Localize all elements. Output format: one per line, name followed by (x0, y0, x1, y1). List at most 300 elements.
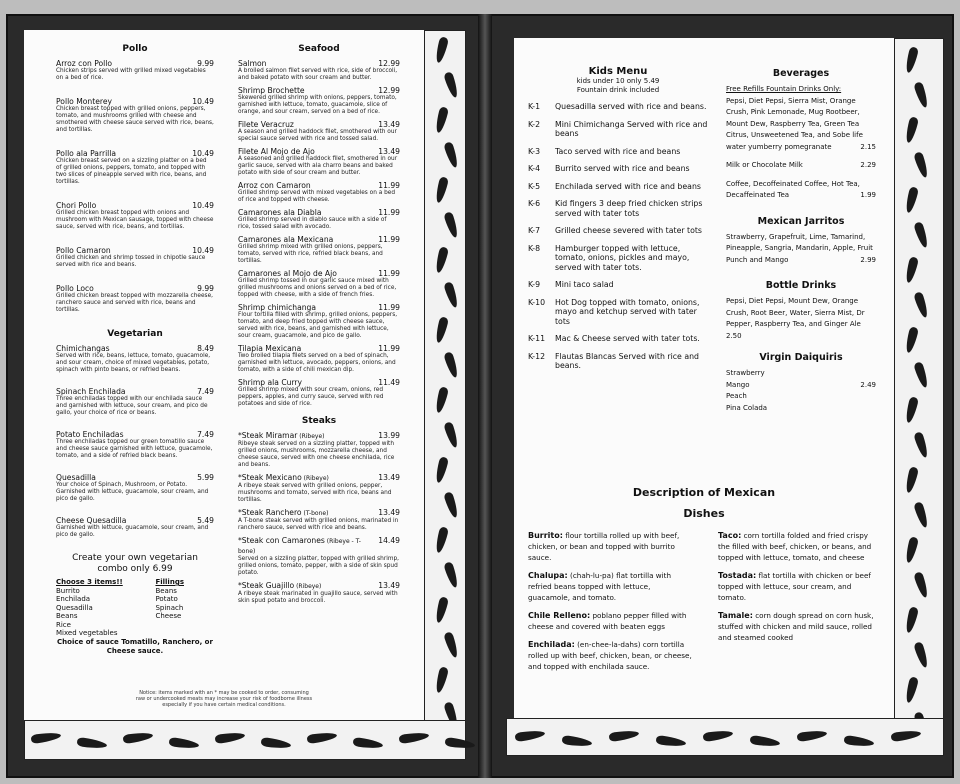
menu-item-header (238, 431, 400, 441)
menu-item-cut: (Ribeye) (301, 475, 329, 482)
kids-item (528, 280, 708, 290)
menu-item (56, 473, 214, 503)
menu-item-description: Grilled chicken and shrimp tossed in chipotle sauce served with rice and beans. (56, 255, 206, 268)
menu-item-description: Ribeye steak served on a sizzling platter, topped with grilled onions, mushrooms, mozzarella cheese, and cheese sauce, served with one cheese enchilada, rice and beans. (238, 441, 395, 468)
menu-item-price: 13.49 (378, 147, 400, 156)
menu-item-header (238, 581, 400, 591)
menu-item-price: 13.49 (378, 120, 400, 129)
chili-pepper-icon (797, 729, 828, 742)
daiquiri-price: 2.49 (860, 380, 876, 389)
menu-item-header (56, 430, 214, 439)
menu-item-header (238, 86, 400, 95)
seafood-heading: Seafood (298, 44, 340, 54)
menu-item-price: 9.99 (197, 59, 214, 68)
chili-pepper-icon (443, 351, 460, 379)
chili-pepper-icon (31, 731, 62, 744)
bottle-price: 2.50 (726, 331, 742, 340)
fountain-drinks (726, 96, 876, 154)
menu-item-price: 10.49 (192, 246, 214, 255)
menu-item-cut: (Ribeye) (294, 583, 322, 590)
jarritos-flavors (726, 232, 876, 267)
dish-text: poblano pepper filled with cheese and covered with beaten eggs (528, 611, 687, 631)
steaks-list (238, 431, 400, 605)
dish-description (528, 639, 692, 672)
menu-item-header (56, 516, 214, 525)
middle-column (238, 44, 400, 609)
chili-pepper-icon (750, 735, 781, 748)
kids-item-number: K-8 (528, 243, 541, 253)
menu-item (56, 516, 214, 539)
combo-filling: Potato (155, 595, 178, 603)
menu-item-name: Spinach Enchilada (56, 387, 126, 396)
menu-item-name: Shrimp ala Curry (238, 378, 303, 387)
kids-item-text: Quesadilla served with rice and beans. (555, 102, 707, 111)
combo-fillings-list (155, 587, 184, 621)
kids-item (528, 226, 708, 236)
menu-item-header (238, 344, 400, 353)
descriptions-right (718, 530, 880, 679)
menu-item-description: Three enchiladas topped our green tomatillo sauce and cheese sauce garnished with lettuce, guacamole, tomato, and a side of refried black beans. (56, 439, 213, 459)
menu-item (56, 59, 214, 82)
milk-price: 2.29 (860, 161, 876, 169)
menu-item (238, 181, 400, 204)
kids-item (528, 102, 708, 112)
menu-item (238, 344, 400, 374)
chili-pepper-icon (703, 729, 734, 742)
menu-item-header (238, 508, 400, 518)
menu-item-header (56, 473, 214, 482)
menu-item-description: Served with rice, beans, lettuce, tomato, guacamole, and sour cream, choice of mixed vegetables, potato, spinach with pinto beans, or refried beans. (56, 353, 211, 373)
menu-item (56, 149, 214, 186)
dish-description (528, 530, 692, 563)
daiquiri-flavor (726, 391, 876, 403)
chili-pepper-icon (434, 526, 449, 553)
milk-row (726, 160, 876, 172)
chili-pepper-icon (169, 737, 200, 750)
menu-item-name: Shrimp chimichanga (238, 303, 317, 312)
menu-item-price: 5.49 (197, 516, 214, 525)
menu-item-price: 14.49 (378, 536, 400, 545)
menu-item-name: Potato Enchiladas (56, 430, 124, 439)
daiquiri-flavor (726, 403, 876, 415)
menu-item (238, 473, 400, 504)
dish-name: Burrito: (528, 531, 563, 540)
dish-text: flour tortilla rolled up with beef, chicken, or bean and topped with burrito sauce. (528, 531, 680, 562)
menu-item (238, 536, 400, 577)
chili-pepper-icon (261, 737, 292, 750)
menu-item-name: Filete Veracruz (238, 120, 294, 129)
daiquiri-flavors (726, 368, 876, 414)
menu-item-description: Your choice of Spinach, Mushroom, or Potato. Garnished with lettuce, guacamole, sour cream, and pico de gallo. (56, 482, 209, 502)
menu-item (238, 269, 400, 299)
menu-item-description: Grilled shrimp served in diablo sauce with a side of rice, tossed salad with avocado. (238, 217, 387, 230)
chili-pepper-icon (904, 256, 919, 283)
menu-item-name: Cheese Quesadilla (56, 516, 127, 525)
kids-item (528, 164, 708, 174)
descriptions-title-line2: Dishes (683, 507, 725, 520)
kids-item-text: Enchilada served with rice and beans (555, 181, 701, 191)
kids-item-number: K-3 (528, 146, 541, 156)
chili-pepper-icon (913, 501, 930, 529)
left-menu-page (24, 30, 424, 720)
menu-item-description: Grilled shrimp mixed with grilled onions, peppers, tomato, served with rice, refried black beans, and tortillas. (238, 244, 383, 264)
dish-text: flat tortilla with chicken or beef topped with lettuce, sour cream, and tomato. (718, 571, 871, 602)
menu-item-description: Chicken breast served on a sizzling platter on a bed of grilled onions, peppers, tomato, and topped with two slices of pineapple served with rice, beans, and tortillas. (56, 158, 207, 185)
menu-item-price: 11.99 (378, 344, 400, 353)
combo-choice: Burrito (56, 586, 80, 595)
chili-pepper-icon (443, 491, 460, 519)
milk-label: Milk or Chocolate Milk (726, 161, 803, 169)
chili-pepper-icon (215, 731, 246, 744)
menu-item-description: A T-bone steak served with grilled onions, marinated in ranchero sauce, served with rice and beans. (238, 518, 399, 531)
combo-choice: Mixed vegetables (56, 629, 118, 637)
menu-item (238, 59, 400, 82)
chili-pepper-icon (904, 676, 919, 703)
chili-pepper-icon (434, 666, 449, 693)
menu-item (238, 208, 400, 231)
menu-item (56, 387, 214, 417)
menu-item-price: 11.99 (378, 181, 400, 190)
menu-item-name: Shrimp Brochette (238, 86, 305, 95)
menu-item (56, 201, 214, 231)
chili-pepper-icon (77, 737, 108, 750)
beverage-column (726, 62, 876, 414)
daiquiri-name: Peach (726, 392, 747, 400)
menu-item-price: 11.99 (378, 303, 400, 312)
menu-item-header (56, 59, 214, 68)
kids-item-text: Flautas Blancas Served with rice and beans. (555, 351, 699, 370)
chili-pepper-icon (913, 151, 930, 179)
vegetarian-heading: Vegetarian (107, 329, 163, 339)
menu-item-price: 10.49 (192, 201, 214, 210)
menu-item-description: Skewered grilled shrimp with onions, peppers, tomato, garnished with lettuce, tomato, guacamole, slice of orange, and sour cream, served on a bed of rice. (238, 95, 397, 115)
menu-item-price: 10.49 (192, 97, 214, 106)
chili-pepper-icon (904, 46, 919, 73)
beverages-heading: Beverages (772, 68, 830, 79)
dish-name: Chalupa: (528, 571, 568, 580)
menu-item-name: *Steak Guajillo (Ribeye) (238, 581, 322, 590)
menu-item-description: Chicken breast topped with grilled onions, peppers, tomato, and mushrooms grilled with cheese and smothered with cheese sauce served with rice, beans, and tortillas. (56, 106, 214, 133)
menu-item-price: 7.49 (197, 430, 214, 439)
menu-item-price: 12.99 (378, 59, 400, 68)
menu-item-header (238, 181, 400, 190)
chili-pepper-icon (307, 731, 338, 744)
combo-choose-col (56, 578, 123, 638)
chili-pepper-icon (609, 729, 640, 742)
menu-item-header (238, 120, 400, 129)
chili-pepper-icon (913, 431, 930, 459)
coffee-price: 1.99 (860, 191, 876, 199)
menu-item-description: A broiled salmon filet served with rice, side of broccoli, and baked potato with sour cream and butter. (238, 68, 398, 81)
chili-pepper-icon (515, 729, 546, 742)
menu-item (56, 284, 214, 314)
bottle-list: Pepsi, Diet Pepsi, Mount Dew, Orange Crush, Root Beer, Water, Sierra Mist, Dr Pepper, Raspberry Tea, and Ginger Ale (726, 297, 865, 328)
dish-text: corn dough spread on corn husk, stuffed with chicken and mild sauce, rolled and steamed cooked (718, 611, 874, 642)
kids-item-number: K-11 (528, 334, 546, 343)
menu-item (238, 86, 400, 116)
kids-item-text: Mac & Cheese served with tater tots. (555, 334, 700, 343)
menu-item-header (56, 201, 214, 210)
chili-pepper-icon (562, 735, 593, 748)
kids-item (528, 147, 708, 157)
menu-item-name: Salmon (238, 59, 267, 68)
menu-item (238, 303, 400, 340)
chili-pepper-icon (443, 561, 460, 589)
bottle-drinks (726, 296, 876, 342)
kids-item-number: K-6 (528, 199, 541, 208)
kids-item (528, 334, 708, 344)
combo-choose-list (56, 587, 123, 638)
menu-item-name: Pollo ala Parrilla (56, 149, 117, 158)
descriptions-left (528, 530, 692, 679)
kids-item (528, 120, 708, 139)
menu-item-name: *Steak con Camarones (Ribeye - T-bone) (238, 536, 361, 555)
menu-item-price: 7.49 (197, 387, 214, 396)
kids-item (528, 182, 708, 192)
chili-pepper-icon (891, 729, 922, 742)
menu-item-name: Quesadilla (56, 473, 96, 482)
dish-description (718, 610, 880, 643)
menu-item-header (56, 387, 214, 396)
chili-pepper-icon (434, 456, 449, 483)
steaks-heading: Steaks (301, 416, 337, 426)
dish-name: Tamale: (718, 611, 753, 620)
combo-filling: Cheese (155, 612, 182, 620)
chili-pepper-icon (434, 596, 449, 623)
dish-descriptions (528, 482, 880, 679)
kids-item-text: Hamburger topped with lettuce, tomato, onions, pickles and mayo, served with tater tots. (555, 243, 690, 272)
menu-item-name: *Steak Ranchero (T-bone) (238, 508, 329, 517)
menu-item-header (56, 149, 214, 158)
chili-pepper-icon (913, 81, 930, 109)
veg-combo (56, 553, 214, 656)
fountain-list: Pepsi, Diet Pepsi, Sierra Mist, Orange Crush, Pink Lemonade, Mug Rootbeer, Mount Dew, Raspberry Tea, Green Tea Citrus, Unsweetened Tea, and Sobe life water yumberry pomegranate (726, 96, 863, 151)
combo-fillings-col (155, 578, 184, 638)
kids-item (528, 199, 708, 218)
menu-item-price: 12.99 (378, 86, 400, 95)
menu-item-description: Served on a sizzling platter, topped with grilled shrimp, grilled onions, tomato, pepper, with a side of skin spud potato. (238, 556, 400, 576)
kids-item-text: Mini taco salad (555, 280, 614, 289)
undercooked-notice: Notice: items marked with an * may be cooked to order, consuming raw or undercooked meats may increase your risk of foodborne illness especially if you have certain medical conditions. (135, 690, 313, 709)
combo-choice: Enchilada (56, 595, 91, 603)
chili-pepper-icon (904, 606, 919, 633)
chili-pepper-icon (123, 731, 154, 744)
kids-item (528, 244, 708, 273)
vegetarian-list (56, 344, 214, 539)
menu-item-header (238, 269, 400, 278)
dish-description (718, 530, 880, 563)
menu-item-price: 11.49 (378, 378, 400, 387)
menu-item-header (238, 473, 400, 483)
chili-pepper-icon (904, 326, 919, 353)
kids-item-number: K-7 (528, 226, 541, 235)
pepper-border-left-vertical (424, 30, 466, 745)
menu-item-header (238, 536, 400, 556)
menu-item-name: Arroz con Camaron (238, 181, 311, 190)
menu-item-name: Chimichangas (56, 344, 110, 353)
menu-item-description: Garnished with lettuce, guacamole, sour cream, and pico de gallo. (56, 525, 209, 538)
kids-list (528, 102, 708, 371)
combo-filling: Spinach (155, 603, 184, 612)
combo-sauce-note: Choice of sauce Tomatillo, Ranchero, or Cheese sauce. (57, 637, 213, 655)
daiquiri-flavor (726, 380, 876, 392)
menu-item-description: Grilled shrimp served with mixed vegetables on a bed of rice and topped with cheese. (238, 190, 396, 203)
combo-filling: Beans (155, 586, 177, 595)
menu-item-description: Two broiled tilapia filets served on a bed of spinach, garnished with lettuce, avocado, peppers, onions, and tomato, with a side of chili mexican dip. (238, 353, 396, 373)
menu-item-description: A ribeye steak served with grilled onions, pepper, mushrooms and tomato, served with rice, beans and tortillas. (238, 483, 392, 503)
combo-choose-head: Choose 3 items!! (56, 578, 123, 586)
menu-item-description: A season and grilled haddock filet, smothered with our special sauce served with rice and tossed salad. (238, 129, 397, 142)
kids-column (528, 66, 708, 379)
menu-item (238, 581, 400, 605)
kids-item-number: K-10 (528, 297, 546, 307)
jarritos-list: Strawberry, Grapefruit, Lime, Tamarind, Pineapple, Sangria, Mandarin, Apple, Fruit Punch and Mango (726, 232, 873, 264)
menu-item (238, 508, 400, 532)
menu-item-cut: (T-bone) (301, 510, 329, 517)
dish-text: (en-chee-la-dahs) corn tortilla rolled up with beef, chicken, bean, or cheese, and topped with enchilada sauce. (528, 640, 692, 671)
daiquiri-name: Strawberry (726, 369, 765, 377)
menu-item-name: Camarones ala Diabla (238, 208, 322, 217)
menu-item-description: Grilled shrimp mixed with sour cream, onions, red peppers, apples, and curry sauce, served with red potatoes and side of rice. (238, 387, 384, 407)
kids-item (528, 352, 708, 371)
menu-item-name: Arroz con Pollo (56, 59, 113, 68)
daiquiri-name: Mango (726, 380, 750, 389)
combo-title: Create your own vegetarian combo only 6.99 (72, 553, 198, 574)
pollo-list (56, 59, 214, 314)
refill-note: Free Refills Fountain Drinks Only: (726, 85, 842, 93)
chili-pepper-icon (434, 246, 449, 273)
chili-pepper-icon (913, 361, 930, 389)
kids-item-number: K-1 (528, 102, 541, 111)
chili-pepper-icon (904, 116, 919, 143)
combo-choice: Quesadilla (56, 603, 93, 612)
kids-item-text: Mini Chimichanga Served with rice and beans (555, 119, 708, 138)
menu-item-price: 11.99 (378, 235, 400, 244)
kids-item-number: K-9 (528, 280, 541, 289)
chili-pepper-icon (913, 641, 930, 669)
dish-name: Chile Relleno: (528, 611, 591, 620)
chili-pepper-icon (434, 106, 449, 133)
menu-item-header (238, 378, 400, 387)
seafood-list (238, 59, 400, 408)
menu-item-price: 11.99 (378, 208, 400, 217)
combo-grid (56, 578, 214, 638)
chili-pepper-icon (904, 186, 919, 213)
pollo-heading: Pollo (122, 44, 148, 54)
jarritos-price: 2.99 (860, 255, 876, 264)
menu-item-name: Pollo Loco (56, 284, 94, 293)
menu-item (238, 378, 400, 408)
menu-item (56, 430, 214, 460)
menu-item-header (56, 284, 214, 293)
menu-item-name: *Steak Mexicano (Ribeye) (238, 473, 329, 482)
menu-item (238, 147, 400, 177)
menu-item-price: 10.49 (192, 149, 214, 158)
chili-pepper-icon (434, 316, 449, 343)
chili-pepper-icon (443, 211, 460, 239)
dish-description (528, 570, 692, 603)
menu-item (238, 235, 400, 265)
menu-item-description: Chicken strips served with grilled mixed vegetables on a bed of rice. (56, 68, 206, 81)
chili-pepper-icon (353, 737, 384, 750)
menu-item-header (56, 344, 214, 353)
menu-item-price: 8.49 (197, 344, 214, 353)
menu-item-name: Pollo Monterey (56, 97, 113, 106)
dish-description (718, 570, 880, 603)
descriptions-title-line1: Description of Mexican (632, 486, 776, 499)
kids-item-text: Burrito served with rice and beans (555, 164, 690, 173)
chili-pepper-icon (904, 536, 919, 563)
chili-pepper-icon (443, 141, 460, 169)
daiquiris-heading: Virgin Daiquiris (759, 352, 843, 363)
dish-text: (chah-lu-pa) flat tortilla with refried beans topped with lettuce, guacamole, and tomato. (528, 571, 672, 602)
pepper-border-left-bottom (24, 720, 466, 760)
chili-pepper-icon (904, 396, 919, 423)
menu-item-description: Grilled chicken breast topped with mozzarella cheese, ranchero sauce and served with rice, beans and tortillas. (56, 293, 213, 313)
kids-item-text: Grilled cheese severed with tater tots (555, 226, 702, 235)
chili-pepper-icon (443, 631, 460, 659)
menu-item-cut: (Ribeye) (297, 433, 325, 440)
coffee-label: Coffee, Decoffeinated Coffee, Hot Tea, Decaffeinated Tea (726, 179, 860, 199)
menu-item-price: 9.99 (197, 284, 214, 293)
menu-item (56, 97, 214, 134)
menu-item-name: Tilapia Mexicana (238, 344, 302, 353)
kids-item-number: K-12 (528, 351, 546, 361)
menu-item-header (238, 59, 400, 68)
kids-item (528, 298, 708, 327)
menu-item-description: Grilled shrimp tossed in our garlic sauce mixed with grilled mushrooms and onions served on a bed of rice, topped with cheese, with a side of french fries. (238, 278, 397, 298)
kids-item-text: Taco served with rice and beans (555, 146, 681, 156)
kids-item-number: K-5 (528, 181, 541, 191)
pepper-border-right-vertical (894, 38, 944, 756)
menu-item-price: 13.49 (378, 581, 400, 590)
menu-item-name: Camarones ala Mexicana (238, 235, 334, 244)
daiquiri-name: Pina Colada (726, 403, 768, 412)
chili-pepper-icon (913, 291, 930, 319)
kids-item-text: Hot Dog topped with tomato, onions, mayo and ketchup served with tater tots (555, 297, 700, 326)
dish-name: Enchilada: (528, 640, 575, 649)
menu-item-price: 5.99 (197, 473, 214, 482)
menu-item-header (238, 235, 400, 244)
menu-item (56, 246, 214, 269)
combo-fillings-head: Fillings (155, 578, 184, 586)
chili-pepper-icon (443, 421, 460, 449)
menu-item-price: 13.49 (378, 473, 400, 482)
bottle-heading: Bottle Drinks (765, 280, 837, 291)
daiquiri-flavor (726, 368, 876, 380)
menu-item-name: *Steak Miramar (Ribeye) (238, 431, 325, 440)
menu-item-description: Grilled chicken breast topped with onions and mushroom with Mexican sausage, topped with cheese sauce, served with rice, beans, and tortillas. (56, 210, 214, 230)
descriptions-grid (528, 530, 880, 679)
fountain-price: 2.15 (860, 142, 876, 151)
menu-item-price: 13.99 (378, 431, 400, 440)
left-column (56, 44, 214, 656)
kids-item-number: K-2 (528, 119, 541, 129)
menu-item (56, 344, 214, 374)
menu-item-header (238, 303, 400, 312)
chili-pepper-icon (399, 731, 430, 744)
menu-item-description: Three enchiladas topped with our enchilada sauce and garnished with lettuce, sour cream, and pico de gallo, your choice of rice or beans. (56, 396, 208, 416)
chili-pepper-icon (844, 735, 875, 748)
menu-item-header (56, 246, 214, 255)
menu-item-description: A seasoned and grilled haddock filet, smothered in our garlic sauce, served with ala charro beans and baked potato with side of sour cream and butter. (238, 156, 398, 176)
menu-item-price: 13.49 (378, 508, 400, 517)
chili-pepper-icon (434, 176, 449, 203)
menu-item (238, 431, 400, 469)
chili-pepper-icon (913, 221, 930, 249)
dish-name: Tostada: (718, 571, 757, 580)
dish-description (528, 610, 692, 632)
